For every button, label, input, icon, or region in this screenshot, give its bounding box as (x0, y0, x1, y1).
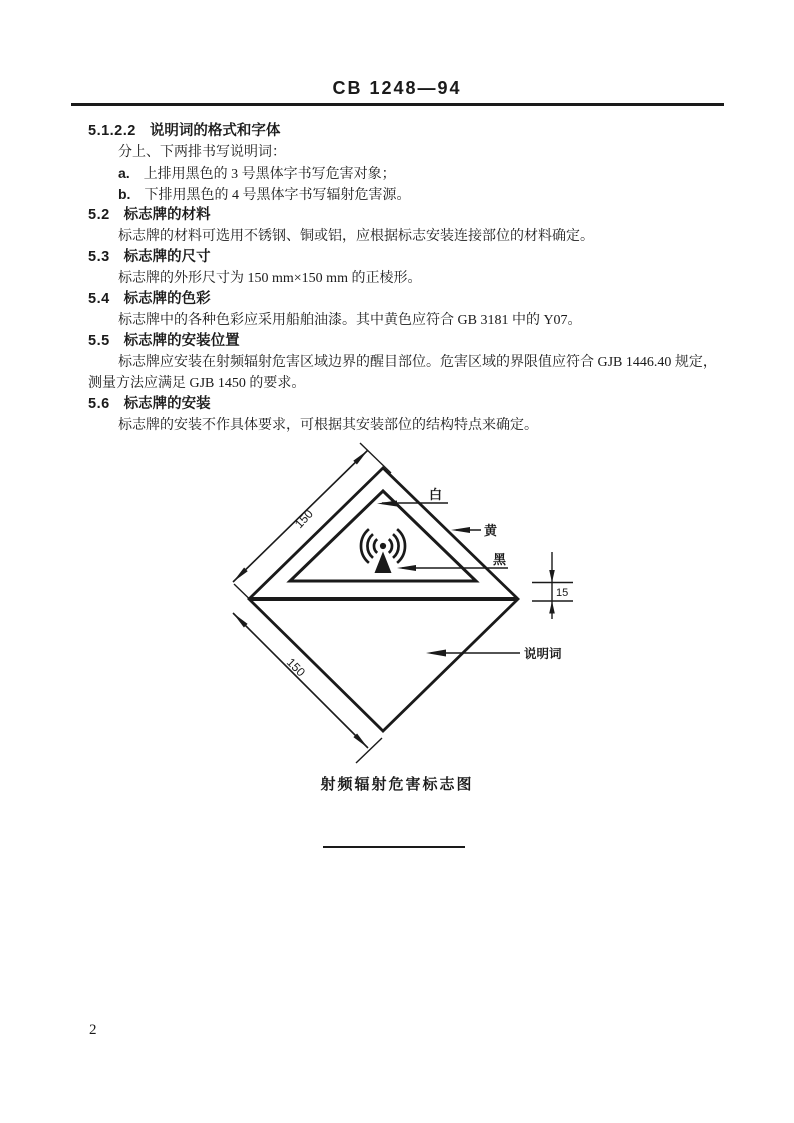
label-black: 黑 (493, 552, 507, 567)
section-number: 5.2 (88, 207, 110, 223)
arrowhead (233, 613, 248, 628)
section-title: 标志牌的安装位置 (123, 333, 240, 349)
hazard-sign-figure (215, 430, 794, 775)
body-text (88, 121, 760, 436)
section-heading-56 (88, 394, 760, 415)
paragraph: 标志牌的安装不作具体要求，可根据其安装部位的结构特点来确定。 (118, 418, 538, 433)
label-yellow: 黄 (484, 523, 498, 538)
section-title: 标志牌的安装 (123, 396, 211, 412)
standard-code: CB 1248—94 (332, 78, 462, 98)
section-heading-54 (88, 289, 760, 310)
paragraph: 标志牌中的各种色彩应采用船舶油漆。其中黄色应符合 GB 3181 中的 Y07。 (118, 313, 582, 328)
label-explanation: 说明词 (524, 647, 562, 661)
figure-caption: 射频辐射危害标志图 (320, 776, 474, 793)
paragraph: 分上、下两排书写说明词： (118, 145, 286, 160)
list-label: a. (118, 165, 130, 181)
arrowhead (549, 601, 555, 614)
arrowhead (451, 527, 470, 533)
list-text: 上排用黑色的 3 号黑体字书写危害对象； (143, 167, 396, 182)
arrowhead (426, 650, 446, 657)
footer-rule (323, 846, 465, 848)
paragraph-continuation: 测量方法应满足 GJB 1450 的要求。 (88, 376, 306, 391)
dim-150-upper-text: 150 (291, 506, 316, 532)
dim-150-lower-text: 150 (283, 655, 308, 680)
section-number: 5.6 (88, 396, 110, 412)
header-rule (71, 103, 724, 106)
section-heading-55 (88, 331, 760, 352)
list-text: 下排用黑色的 4 号黑体字书写辐射危害源。 (144, 188, 411, 203)
leader-yellow (451, 523, 498, 538)
paragraph: 标志牌的材料可选用不锈钢、铜或铝，应根据标志安装连接部位的材料确定。 (118, 229, 594, 244)
arrowhead (353, 450, 368, 465)
section-title: 说明词的格式和字体 (149, 123, 281, 139)
arrowhead (233, 568, 248, 583)
label-white: 白 (429, 487, 443, 502)
section-heading-52 (88, 205, 760, 226)
section-title: 标志牌的色彩 (123, 291, 211, 307)
arrowhead (549, 570, 555, 583)
arrowhead (353, 734, 368, 749)
section-heading-5122 (88, 121, 760, 142)
leader-explanation (426, 646, 562, 661)
dimension-15 (532, 552, 573, 619)
section-title: 标志牌的材料 (123, 207, 211, 223)
dim-15-text: 15 (556, 587, 569, 599)
section-number: 5.1.2.2 (88, 123, 136, 139)
list-label: b. (118, 186, 131, 202)
section-number: 5.5 (88, 333, 110, 349)
section-number: 5.4 (88, 291, 110, 307)
extension-tick (360, 443, 391, 473)
paragraph: 标志牌应安装在射频辐射危害区域边界的醒目部位。危害区域的界限值应符合 GJB 1446.40 规定， (118, 355, 717, 370)
list-item-a (88, 163, 760, 184)
list-item-b (88, 184, 760, 205)
paragraph: 标志牌的外形尺寸为 150 mm×150 mm 的正棱形。 (118, 271, 422, 286)
dimension-150-lower (233, 613, 382, 763)
section-title: 标志牌的尺寸 (123, 249, 211, 265)
section-number: 5.3 (88, 249, 110, 265)
section-heading-53 (88, 247, 760, 268)
page-number: 2 (89, 1022, 97, 1038)
